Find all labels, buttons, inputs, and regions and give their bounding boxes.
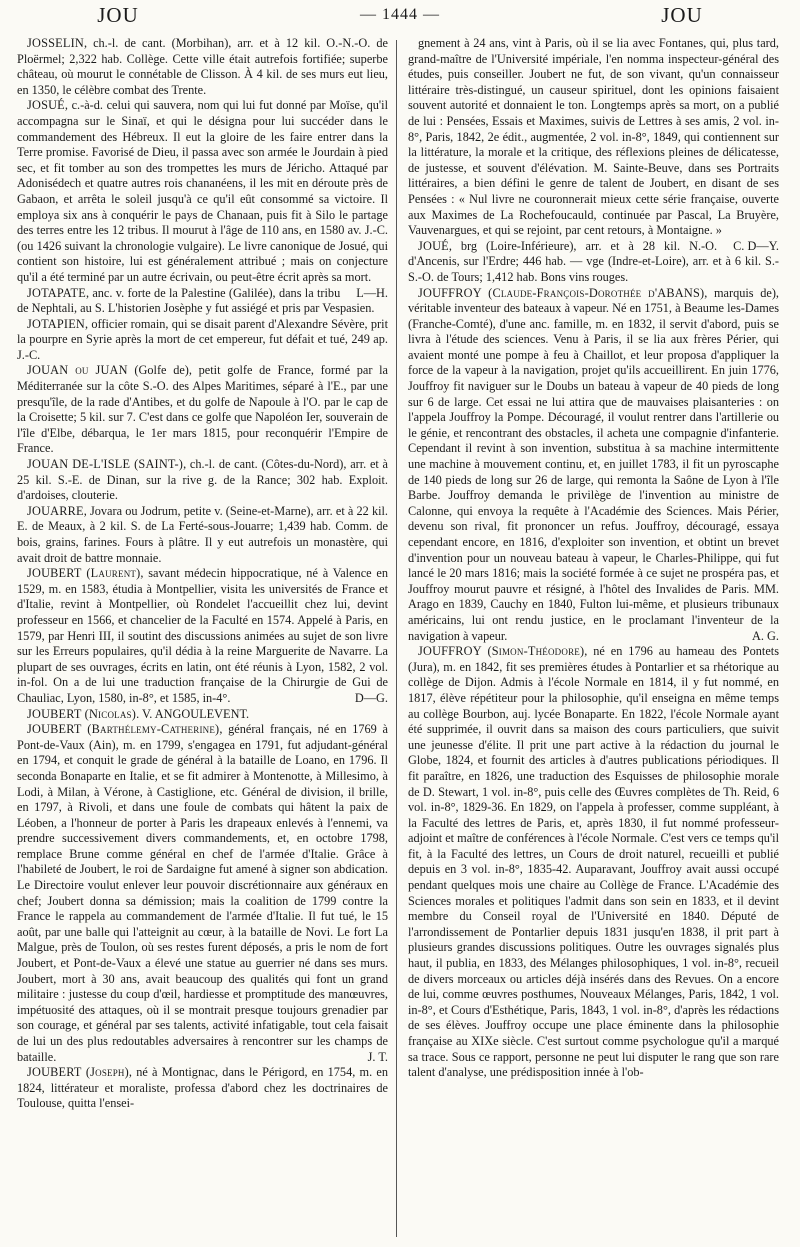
dictionary-entry — [408, 286, 779, 645]
entry-text: , officier romain, qui se disait parent d'Alexandre Sévère, prit la pourpre en Syrie après la mort de cet empereur, fut défait et tué, 249 ap. J.-C. — [17, 316, 388, 362]
entry-headword: JOUFFROY (Simon-Théodore) — [418, 644, 585, 659]
entry-headword: JOTAPATE — [27, 285, 86, 300]
right-column — [408, 36, 779, 1241]
dictionary-entry — [17, 457, 388, 504]
author-initials: D—G. — [354, 690, 388, 705]
entry-headword: JOUBERT (Nicolas) — [27, 706, 137, 721]
entry-headword: JOUBERT (Joseph) — [27, 1065, 129, 1080]
entry-headword: JOSUÉ — [27, 98, 65, 113]
entry-text: (Golfe de), petit golfe de France, formé par la Méditerranée sur la côte S.-O. des Alpes Maritimes, séparé à l'E., par une presqu'île, de la rade d'Antibes, et du golfe de Napoule à l'O. par le cap de la Croisette; 5 kil. sur 7. C'est dans ce golfe que Napoléon Ier, souverain de l'île d'Elbe, débarqua, le 1er mars 1815, pour reconquérir l'Empire de France. — [17, 363, 388, 456]
dictionary-entry — [408, 644, 779, 1081]
entry-headword: JOUÉ — [418, 238, 449, 253]
running-head-right: JOU — [661, 2, 703, 27]
entry-text: , général français, né en 1769 à Pont-de-Vaux (Ain), m. en 1799, s'engagea en 1791, fut adjudant-général en 1794, et conquit le grade de général à la bataille de Loano, en 1796. Il seconda Bonaparte en Italie, et se fit admirer à Montenotte, à Millesimo, à Lodi, à Milan, à Vérone, à Castiglione, etc. Général de division, il brille, en 1797, à Rivoli, et dans une foule de combats qui hâtent la paix de Léoben, a l'honneur de porter à Paris les drapeaux enlevés à l'ennemi, va prendre successivement divers commandements, et, en octobre 1798, remplace Brune comme général en chef de l'armée d'Italie. Grâce à l'habileté de Joubert, le roi de Sardaigne fut amené à signer son abdication. Le Directoire voulut enlever leur pouvoir discrétionnaire aux généraux en chef; Joubert donna sa démission; mais la coalition de 1799 contre la France le rappela au commandement de l'armée d'Italie. Il fut tué, le 15 août, par une balle qui l'atteignit au cœur, à la bataille de Novi. Le fort La Malgue, près de Toulon, où ses restes furent déposés, a pris le nom de fort Joubert, et Pont-de-Vaux a élevé une statue au guerrier né dans ses murs. Joubert, mort à 30 ans, avait beaucoup des qualités qui font un grand militaire : justesse du coup d'œil, hardiesse et promptitude des manœuvres, impétuosité des attaques, où il se montrait presque toujours grenadier par son courage, et général par ses talents, activité infatigable, tout cela faisait de lui un des plus redoutables adversaires à rencontrer sur les champs de bataille. — [17, 722, 388, 1064]
entry-text: , ch.-l. de cant. (Morbihan), arr. et à 12 kil. O.-N.-O. de Ploërmel; 2,322 hab. Collège. Cette ville était autrefois fortifiée; superbe château, où mourut le connétable de Clisson. À 4 kil. de ses murs eut lieu, en 1350, le célèbre combat des Trente. — [17, 36, 388, 97]
entry-text: . V. ANGOULEVENT. — [136, 706, 250, 721]
dictionary-entry — [17, 707, 388, 723]
entry-headword: JOUFFROY (Claude-François-Dorothée d'ABANS) — [418, 285, 705, 300]
dictionary-entry — [17, 36, 388, 98]
entry-text: , né à Montignac, dans le Périgord, en 1754, m. en 1824, littérateur et moraliste, professa d'abord chez les doctrinaires de Toulouse, quitta l'ensei- — [17, 1065, 388, 1111]
entry-text: , c.-à-d. celui qui sauvera, nom qui lui fut donné par Moïse, qu'il accompagna sur le Sinaï, et qui le désigna pour lui succéder dans le commandement des Hébreux. Il eut la gloire de les faire entrer dans la Terre promise. Favorisé de Dieu, il passa avec son armée le Jourdain à pied sec, et fit tomber au son des trompettes les murs de Jéricho. Attaqué par Adonisédech et quatre autres rois chananéens, il les mit en déroute près de Gabaon, et arrêta le soleil jusqu'à ce qu'il eût consommé sa victoire. Il employa six ans à conquérir le pays de Chanaan, puis fit à Silo le partage des terres entre les 12 tribus. Il mourut à l'âge de 110 ans, en 1580 av. J.-C. (ou 1426 suivant la chronologie vulgaire). Le livre canonique de Josué, qui contient son histoire, lui est généralement attribué ; mais on conjecture qu'il a été terminé par un autre écrivain, ou peut-être écrit après sa mort. — [17, 98, 388, 284]
author-initials: J. T. — [367, 1049, 388, 1064]
entry-headword: JOUARRE — [27, 503, 84, 518]
entry-headword: JOUAN ou JUAN — [27, 363, 128, 378]
entry-headword: JOUBERT (Barthélemy-Catherine) — [27, 722, 220, 737]
author-initials: L—H. — [356, 285, 388, 300]
entry-headword: JOTAPIEN — [27, 316, 85, 331]
dictionary-entry — [17, 317, 388, 364]
page-number: — 1444 — — [360, 6, 440, 23]
column-divider — [396, 40, 397, 1237]
author-initials: C. D—Y. — [733, 238, 779, 253]
entry-headword: JOSSELIN — [27, 36, 84, 50]
dictionary-entry — [17, 504, 388, 566]
entry-headword: JOUAN DE-L'ISLE (SAINT-) — [27, 457, 184, 472]
page-header — [18, 4, 782, 26]
entry-text: , marquis de), véritable inventeur des bateaux à vapeur. Né en 1751, à Beaume les-Dames (Franche-Comté), d'une anc. famille, m. en 1832, il servit d'abord, puis se livra à l'étude des sciences. Venu à Paris, il se lia aux frères Périer, qui avaient monté une pompe à feu à Chaillot, et leur proposa d'appliquer la force de la vapeur à la navigation, projet qu'ils accueillirent. En juin 1776, Jouffroy fit naviguer sur le Doubs un bateau à vapeur de 40 pieds de long sur 6 de large. Cet essai ne lui attira que de mauvaises plaisanteries : on l'appela Jouffroy la Pompe. Découragé, il voulut rentrer dans l'artillerie ou le génie, et rencontrant des obstacles, il acheta une compagnie d'infanterie. Cependant il revint à son invention, substitua à sa machine intermittente une machine à mouvement continu, et, en juillet 1783, il fit un pyroscaphe de 140 pieds de long sur 26 de large, qui remonta la Saône de Lyon à l'île Barbe. Jouffroy demanda le privilège de l'invention au ministre de Calonne, qui envoya la requête à l'Académie des Sciences. Mais Périer, devenu son rival, fit prononcer un refus. Jouffroy, découragé, essaya cependant encore, en 1816, d'exploiter son invention, et obtint un brevet d'invention pour un nouveau bateau à vapeur, le Charles-Philippe, qui fut lancé le 20 mars 1816; mais la société formée à ce sujet ne prospéra pas, et Jouffroy mourut pauvre et résigné, à l'hôtel des Invalides de Paris. MM. Arago en 1839, Cauchy en 1840, Fulton lui-même, et plusieurs tribunaux américains, lui ont rendu justice, en le proclamant l'inventeur de la navigation à vapeur. — [408, 285, 779, 643]
author-initials: A. G. — [752, 628, 779, 643]
dictionary-entry — [17, 566, 388, 706]
dictionary-entry — [17, 1065, 388, 1112]
left-column — [17, 36, 388, 1241]
entry-headword: JOUBERT (Laurent) — [27, 566, 141, 581]
dictionary-entry — [17, 722, 388, 1065]
dictionary-entry — [17, 363, 388, 457]
running-head-left: JOU — [97, 2, 139, 27]
dictionary-entry — [17, 286, 388, 317]
entry-text: , ch.-l. de cant. (Côtes-du-Nord), arr. et à 25 kil. S.-E. de Dinan, sur la rive g. de la Rance; 302 hab. Exploit. d'ardoises, clouterie. — [17, 457, 388, 503]
entry-text: , anc. v. forte de la Palestine (Galilée), dans la tribu de Nephtali, au S. L'historien Josèphe y fut assiégé et pris par Vespasien. — [17, 285, 375, 316]
entry-text: , savant médecin hippocratique, né à Valence en 1529, m. en 1583, étudia à Montpellier, visita les universités de France et d'Italie, revint à Montpellier, où Rondelet l'accueillit chez lui, devint professeur en 1566, et chancelier de la Faculté en 1574. Appelé à Paris, en 1579, par Henri III, il soutint des discussions animées au sujet de son livre sur les Erreurs populaires, qu'il dédia à la reine Marguerite de Navarre. La plupart de ses ouvrages, écrits en latin, ont été réunis à Lyon, 1582, 2 vol. in-fol. On a de lui une traduction française de la Chirurgie de Gui de Chauliac, Lyon, 1580, in-8°, et 1585, in-4°. — [17, 566, 388, 705]
entry-text: , brg (Loire-Inférieure), arr. et à 28 kil. N.-O. d'Ancenis, sur l'Erdre; 446 hab. — vge (Indre-et-Loire), arr. et à 6 kil. S.-S.-O. de Tours; 1,412 hab. Bons vins rouges. — [408, 238, 779, 284]
entry-text: , Jovara ou Jodrum, petite v. (Seine-et-Marne), arr. et à 22 kil. E. de Meaux, à 2 kil. S. de La Ferté-sous-Jouarre; 1,439 hab. Comm. de bois, grains, farines. Fours à plâtre. Il y eut autrefois un monastère, qui avait droit de battre monnaie. — [17, 503, 388, 565]
entry-text: gnement à 24 ans, vint à Paris, où il se lia avec Fontanes, qui, plus tard, grand-maître de l'Université impériale, l'en nomma inspecteur-général des études, puis conseiller. Joubert ne fut, de son vivant, qu'un connaisseur littéraire très-distingué, un causeur spirituel, dont les opinions faisaient souvent autorité et donnaient le ton. Longtemps après sa mort, on a publié de lui : Pensées, Essais et Maximes, suivis de Lettres à ses amis, 2 vol. in-8°, Paris, 1842, 2e édit., augmentée, 2 vol. in-8°, 1849, qui contiennent sur la littérature, la morale et la critique, des réflexions pleines de délicatesse, de justesse, et souvent d'élévation. M. Sainte-Beuve, dans ses Portraits littéraires, a bien défini le genre de talent de Joubert, en disant de ses Pensées : « Nul livre ne couronnerait mieux cette série française, ouverte aux Maximes de La Rochefoucauld, continuée par Pascal, La Bruyère, Vauvenargues, et qui se rejoint, par cent retours, à Montaigne. » — [408, 36, 779, 238]
entry-text: , né en 1796 au hameau des Pontets (Jura), m. en 1842, fit ses premières études à Pontarlier et sa rhétorique au collège de Dijon. Admis à l'école Normale en 1814, il y fut nommé, en 1817, élève répétiteur pour la philosophie, qu'il enseigna en même temps au collège Bourbon, auj. lycée Bonaparte. En 1822, l'école Normale ayant été supprimée, il ouvrit dans sa maison des cours particuliers, que suivit une jeunesse d'élite. Il prit une part active à la rédaction du journal le Globe, 1824, et fournit des articles à d'autres publications périodiques. Il fit paraître, en 1826, une traduction des Esquisses de philosophie morale de D. Stewart, 1 vol. in-8°, puis celle des Œuvres complètes de Th. Reid, 6 vol. in-8°, 1829-36. En 1829, on l'appela à professer, comme suppléant, à la Faculté des lettres de Paris, et, après 1830, il fut nommé professeur-adjoint et maître de conférences à l'école Normale. C'est vers ce temps qu'il fit, à la Faculté des lettres, un Cours de droit naturel, recueilli et publié depuis en 3 vol. in-8°, 1835-42. Auparavant, Jouffroy avait aussi occupé pendant quelques mois une chaire au Collège de France. L'Académie des Sciences morales et politiques l'admit dans son sein en 1833, et il devint membre du Conseil royal de l'Université en 1840. Député de l'arrondissement de Pontarlier depuis 1831 jusqu'en 1838, il prit part à plusieurs grandes discussions politiques. Outre les ouvrages signalés plus haut, il publia, en 1833, des Mélanges philosophiques, 1 vol. in-8°, recueil de divers morceaux ou articles déjà insérés dans des Revues. On a encore de lui, comme œuvres posthumes, Nouveaux Mélanges, Paris, 1842, 1 vol. in-8°, et Cours d'Esthétique, Paris, 1843, 1 vol. in-8°, d'après les rédactions de ses élèves. Jouffroy occupe une place éminente dans la philosophie française au XIXe siècle. C'est surtout comme psychologue qu'il a marqué sa trace. Sous ce rapport, personne ne peut lui disputer le rang que son rare talent d'analyse, une prédisposition innée à l'ob- — [408, 644, 779, 1080]
